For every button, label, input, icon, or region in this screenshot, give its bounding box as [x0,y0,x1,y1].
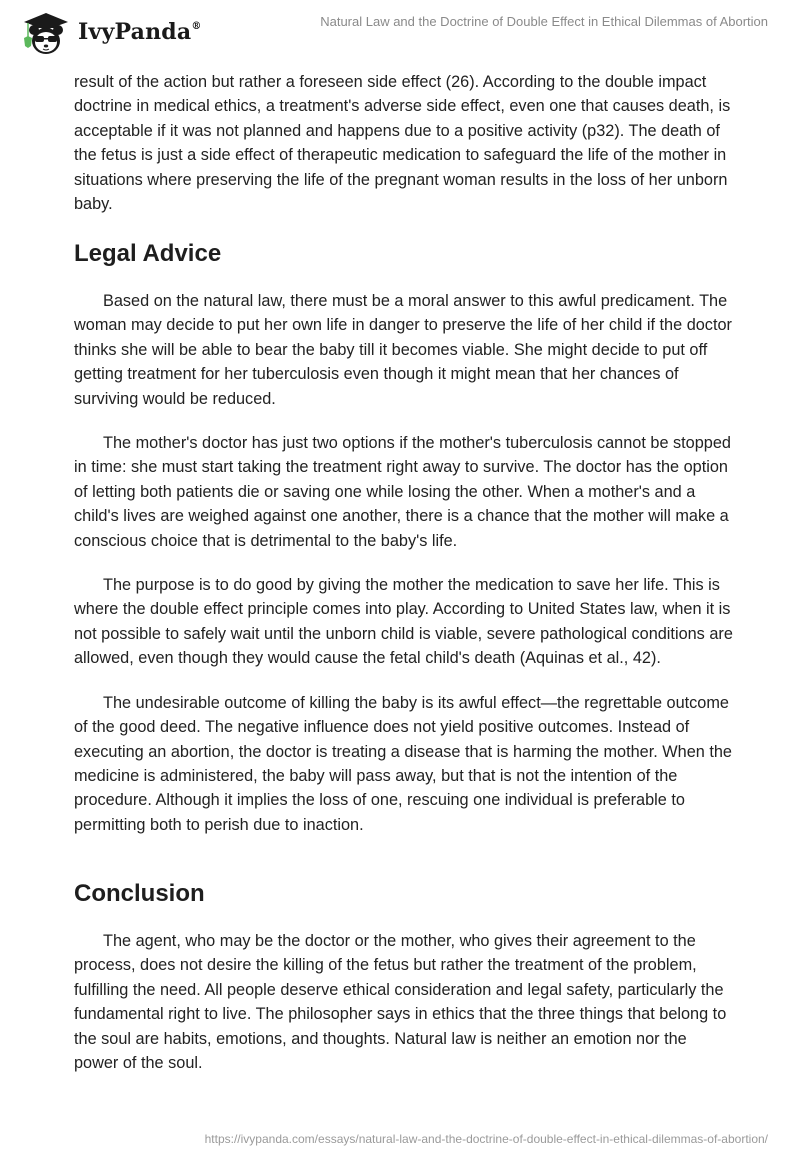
paragraph: The undesirable outcome of killing the baby is its awful effect—the regrettable outcome of the good deed. The negative influence does not yield positive outcomes. Instead of executing an abortion, the doctor is treating a disease that is harming the mother. When the medicine is administered, the baby will pass away, but that is not the intention of the procedure. Although it implies the loss of one, rescuing one individual is preferable to permitting both to perish due to inaction. [74,693,732,834]
section-heading: Conclusion [74,880,205,907]
source-url-link[interactable]: https://ivypanda.com/essays/natural-law-and-the-doctrine-of-double-effect-in-ethical-dilemmas-of-abortion/ [204,1132,768,1146]
section-legal-advice [74,239,734,837]
logo-text: IvyPanda® [78,19,202,45]
section-heading: Legal Advice [74,240,222,267]
paragraph: The mother's doctor has just two options if the mother's tuberculosis cannot be stopped in time: she must start taking the treatment right away to survive. The doctor has the option of letting both patients die or saving one while losing the other. When a mother's and a child's lives are weighed against one another, there is a chance that the mother will make a conscious choice that is detrimental to the baby's life. [74,434,731,550]
page-header [0,0,800,60]
paragraph: The purpose is to do good by giving the mother the medication to save her life. This is where the double effect principle comes into play. According to United States law, when it is not possible to safely wait until the unborn child is viable, severe pathological conditions are allowed, even though they would cause the fetal child's death (Aquinas et al., 42). [74,576,733,668]
section-conclusion [74,879,734,1075]
paragraph: Based on the natural law, there must be a moral answer to this awful predicament. The woman may decide to put her own life in danger to preserve the life of her child if the doctor thinks she will be able to bear the baby till it becomes viable. She might decide to put off getting treatment for her tuberculosis even though it might mean that her chances of surviving would be reduced. [74,292,732,408]
running-title: Natural Law and the Doctrine of Double Effect in Ethical Dilemmas of Abortion [320,14,768,29]
panda-graduate-icon [18,8,74,56]
paragraph: The agent, who may be the doctor or the mother, who gives their agreement to the process, does not desire the killing of the fetus but rather the treatment of the problem, fulfilling the need. All people deserve ethical consideration and legal safety, particularly the fundamental right to live. The philosopher says in ethics that the three things that belong to the soul are habits, emotions, and thoughts. Natural law is neither an emotion nor the power of the soul. [74,932,727,1073]
intro-paragraph: result of the action but rather a foreseen side effect (26). According to the double impact doctrine in medical ethics, a treatment's adverse side effect, even one that causes death, is acceptable if it was not planned and happens due to a positive activity (p32). The death of the fetus is just a side effect of therapeutic medication to safeguard the life of the mother in situations where preserving the life of the pregnant woman results in the loss of her unborn baby. [74,73,731,214]
ivypanda-logo[interactable] [18,8,202,56]
